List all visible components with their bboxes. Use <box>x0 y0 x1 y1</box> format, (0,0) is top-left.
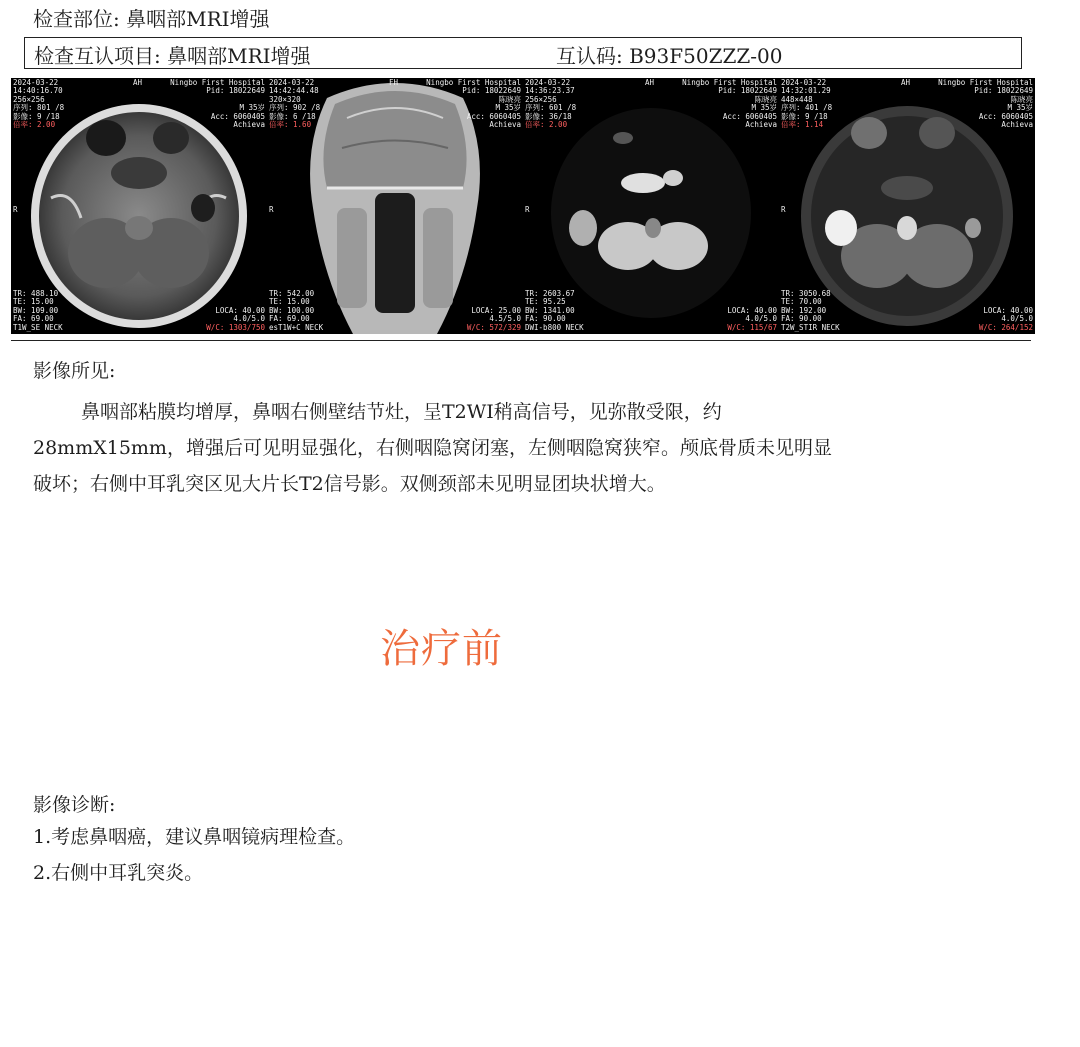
scan-zoom: 倍率: 2.00 <box>525 120 568 129</box>
scan-window: W/C: 264/152 <box>978 323 1033 332</box>
mri-panel-dwi <box>523 78 779 334</box>
diagnosis-item: 1.考虑鼻咽癌，建议鼻咽镜病理检查。 <box>33 826 356 848</box>
scan-orientation-top: AH <box>645 78 655 87</box>
findings-line: 破坏；右侧中耳乳突区见大片长T2信号影。双侧颈部未见明显团块状增大。 <box>33 473 666 495</box>
scan-orientation-side: R <box>13 205 18 214</box>
mri-panel-axial-t2-stir <box>779 78 1035 334</box>
scan-info-top-right: Ningbo First Hospital Pid: 18022649 陈晓亮 M 35岁 Acc: 6060405 Achieva <box>682 78 777 130</box>
scan-zoom: 倍率: 1.14 <box>781 120 824 129</box>
scan-loca: LOCA: 40.00 4.0/5.0 <box>215 306 265 324</box>
scan-loca: LOCA: 40.00 4.0/5.0 <box>727 306 777 324</box>
scan-params: TR: 542.00 TE: 15.00 BW: 100.00 FA: 69.00 esT1W+C NECK <box>269 289 324 332</box>
scan-info-top-left: 2024-03-22 14:32:01.29 448×448 序列: 401 /8 影像: 9 /18 <box>781 78 833 121</box>
stage-label: 治疗前 <box>380 626 503 672</box>
scan-orientation-side: R <box>525 205 530 214</box>
scan-orientation-top: AH <box>901 78 911 87</box>
scan-loca: LOCA: 40.00 4.0/5.0 <box>983 306 1033 324</box>
scan-orientation-side: R <box>269 205 274 214</box>
divider <box>11 340 1031 341</box>
mutual-item: 检查互认项目: 鼻咽部MRI增强 <box>34 44 311 68</box>
scan-info-top-left: 2024-03-22 14:42:44.48 320×320 序列: 902 /8 影像: 6 /18 <box>269 78 321 121</box>
scan-info-top-left: 2024-03-22 14:36:23.37 256×256 序列: 601 /8 影像: 36/18 <box>525 78 577 121</box>
findings-line: 鼻咽部粘膜均增厚，鼻咽右侧壁结节灶，呈T2WI稍高信号，见弥散受限，约 <box>81 401 722 423</box>
scan-window: W/C: 1303/750 <box>206 323 265 332</box>
scan-zoom: 倍率: 2.00 <box>13 120 56 129</box>
mutual-recognition-box <box>24 37 1022 69</box>
scan-zoom: 倍率: 1.60 <box>269 120 312 129</box>
scan-orientation-side: R <box>781 205 786 214</box>
scan-info-top-right: Ningbo First Hospital Pid: 18022649 陈晓亮 M 35岁 Acc: 6060405 Achieva <box>938 78 1033 130</box>
mri-panel-axial-t1 <box>11 78 267 334</box>
scan-info-top-right: Ningbo First Hospital Pid: 18022649 M 35岁 Acc: 6060405 Achieva <box>170 78 265 130</box>
mri-image-strip <box>11 78 1035 334</box>
scan-window: W/C: 115/67 <box>727 323 777 332</box>
scan-params: TR: 3050.68 TE: 70.00 BW: 192.00 FA: 90.00 T2W_STIR NECK <box>781 289 840 332</box>
scan-params: TR: 2603.67 TE: 95.25 BW: 1341.00 FA: 90.00 DWI-b800 NECK <box>525 289 584 332</box>
scan-window: W/C: 572/329 <box>466 323 521 332</box>
exam-site: 检查部位: 鼻咽部MRI增强 <box>33 7 270 31</box>
mutual-code: 互认码: B93F50ZZZ-00 <box>556 44 783 68</box>
findings-title: 影像所见: <box>33 360 116 382</box>
scan-orientation-top: AH <box>133 78 143 87</box>
findings-body <box>33 394 1008 502</box>
scan-info-top-right: Ningbo First Hospital Pid: 18022649 陈晓亮 M 35岁 Acc: 6060405 Achieva <box>426 78 521 130</box>
scan-orientation-top: FH <box>389 78 399 87</box>
diagnosis-title: 影像诊断: <box>33 794 116 816</box>
mri-panel-coronal-t1c <box>267 78 523 334</box>
findings-line: 28mmX15mm，增强后可见明显强化，右侧咽隐窝闭塞，左侧咽隐窝狭窄。颅底骨质未见明显 <box>33 437 832 459</box>
scan-loca: LOCA: 25.00 4.5/5.0 <box>471 306 521 324</box>
diagnosis-item: 2.右侧中耳乳突炎。 <box>33 862 204 884</box>
scan-info-top-left: 2024-03-22 14:40:16.70 256×256 序列: 801 /8 影像: 9 /18 <box>13 78 65 121</box>
scan-params: TR: 488.10 TE: 15.00 BW: 109.00 FA: 69.00 T1W_SE NECK <box>13 289 63 332</box>
